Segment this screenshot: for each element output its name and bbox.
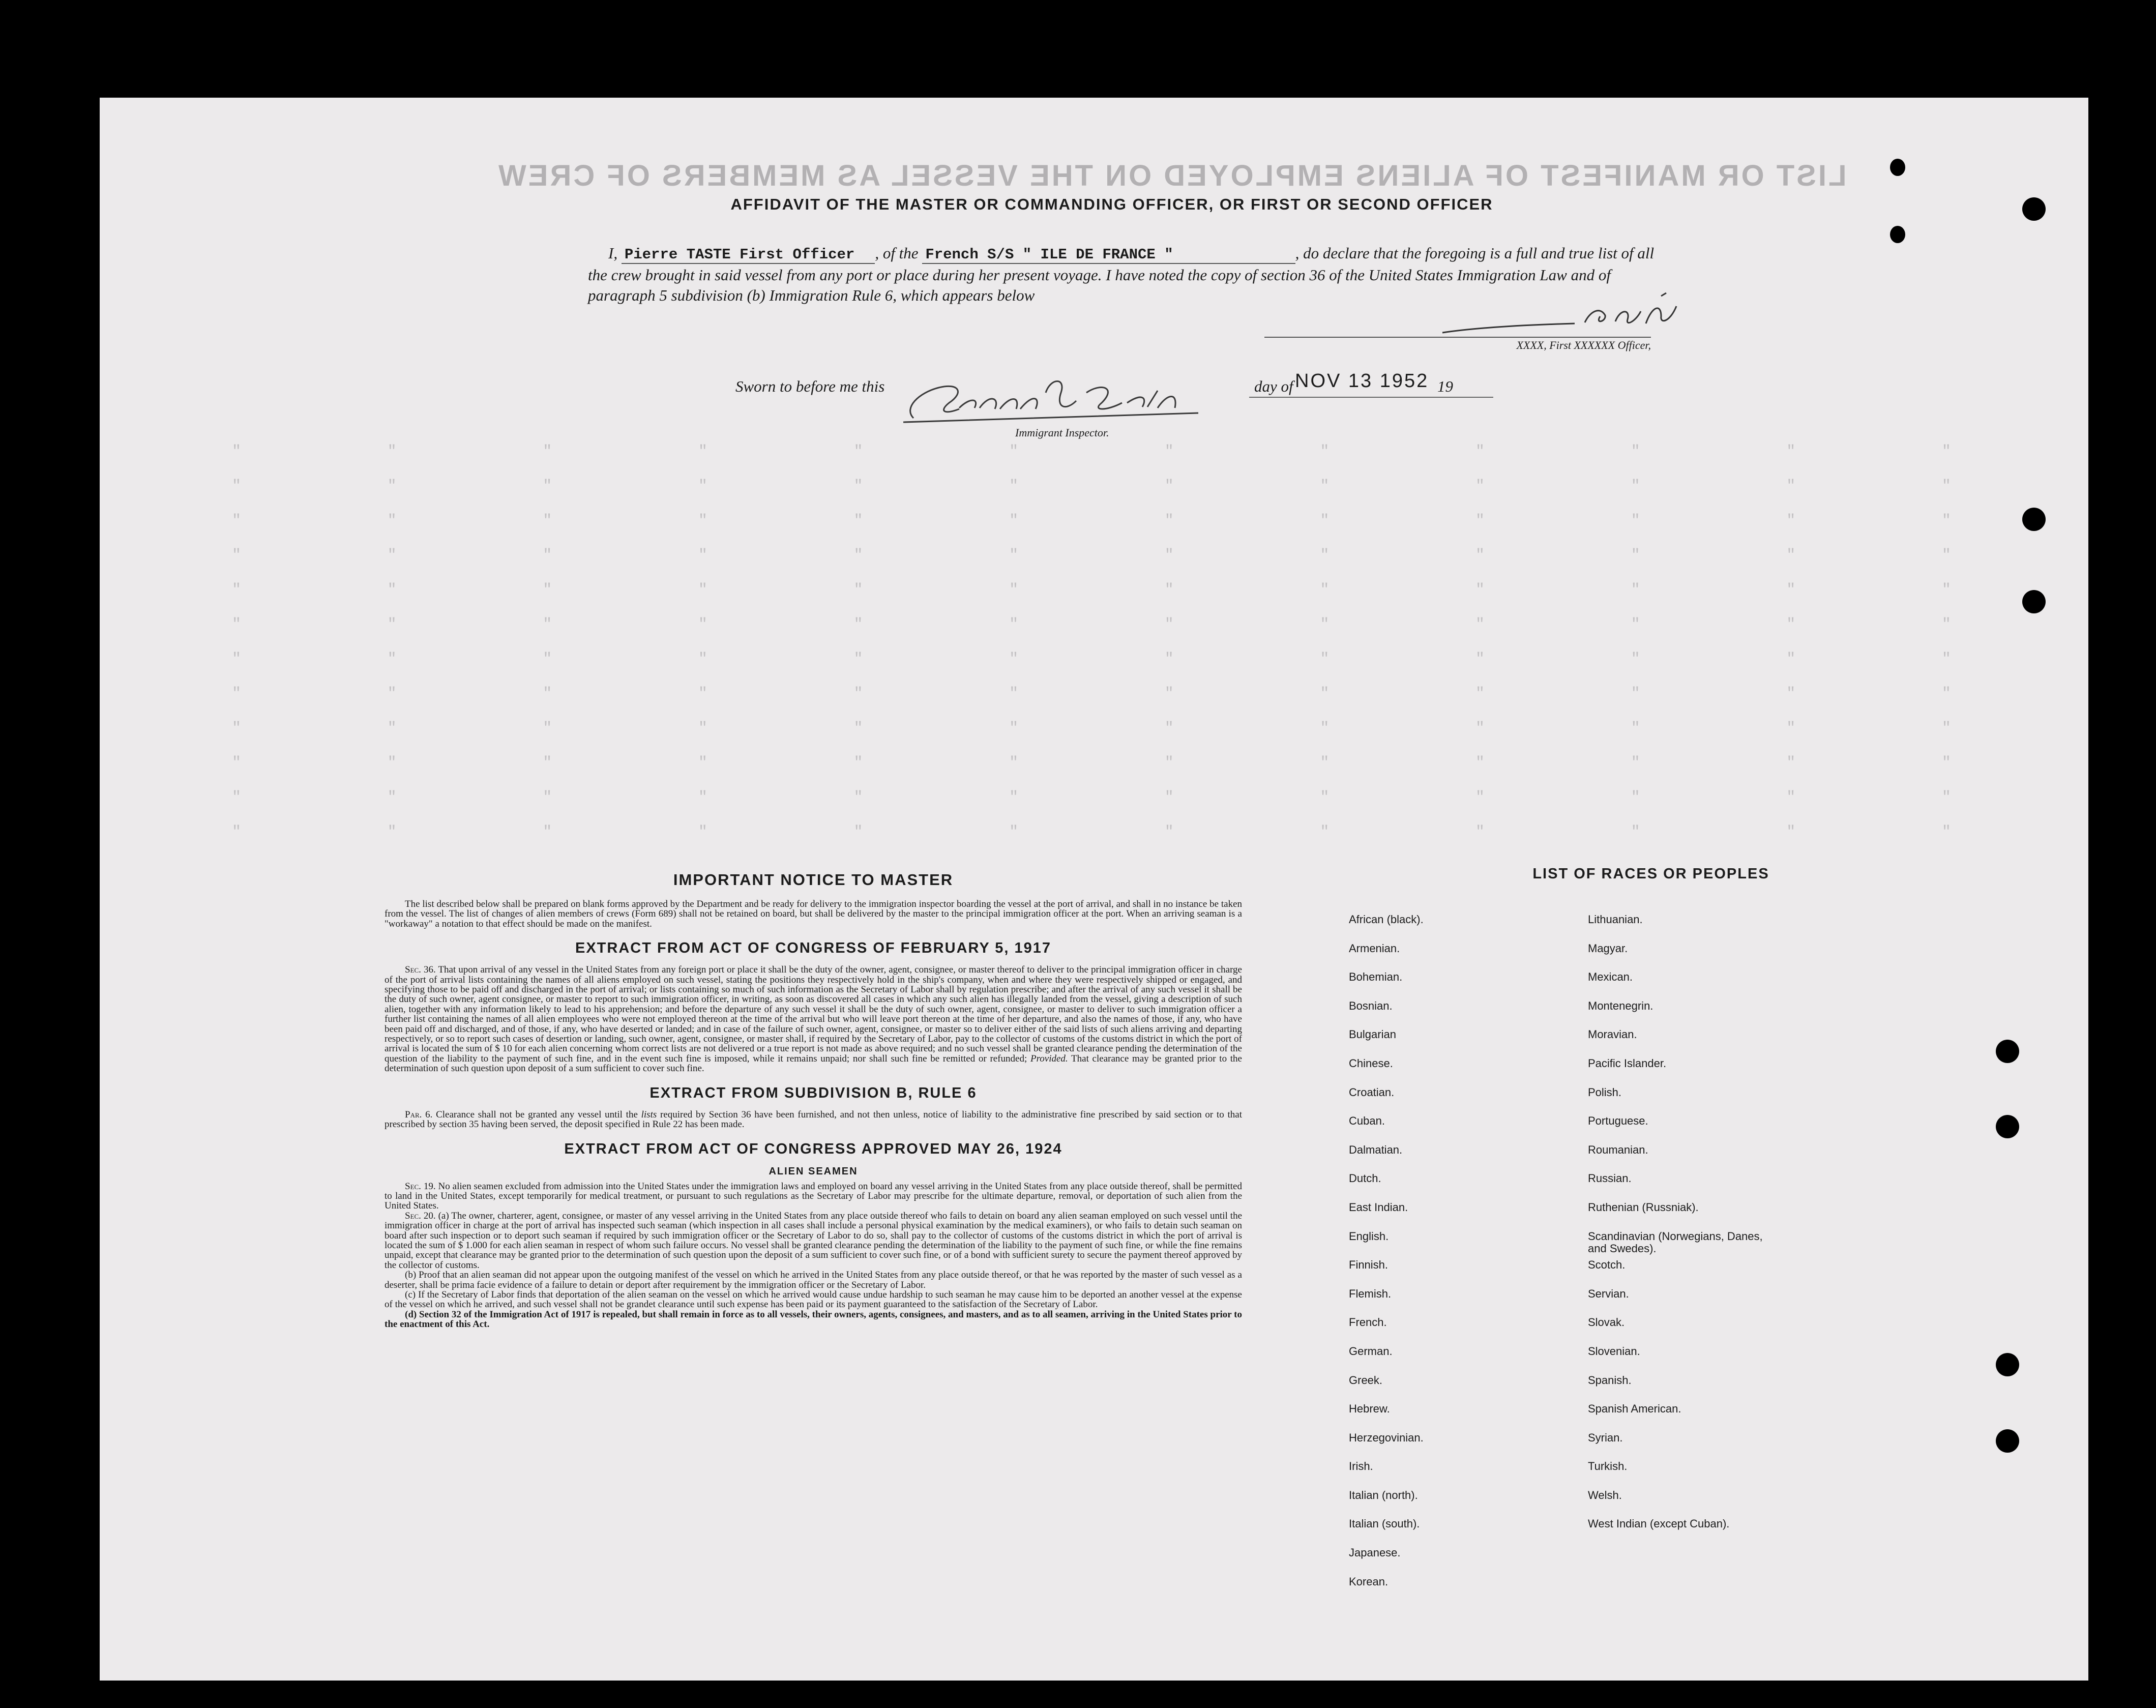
punch-hole	[2022, 197, 2046, 221]
race-item: Bohemian.	[1349, 970, 1403, 984]
sec-36-text: That upon arrival of any vessel in the United States from any foreign port or place it shall be the duty of the owner, agent, consignee, or master thereof to deliver to the principal immigration officer in charge of the port of arrival lists containing the names of all aliens employed on such vessel, stating the positions they respectively hold in the ship's company, when and where they were respectively shipped or engaged, and specifying those to be paid off and discharged in the port of arrival; or lists containing so much of such information as the Secretary of Labor shall by regulation prescribe; and after the arrival of any such vessel it shall be the duty of such owner, agent consignee, or master to report to such immigration officer, in writing, as soon as discovered all cases in which any such alien has illegally landed from the vessel, giving a description of such alien, together with any information likely to lead to his apprehension; and before the departure of any such vessel it shall be the duty of such owner, agent, consignee, or master to deliver to such immigration officer a further list containing the names of all alien employees who were not employed thereon at the time of the arrival but who will leave port thereon at the time of her departure, and also the names of those, if any, who have been paid off and discharged, and of those, if any, who have deserted or landed; and in case of the failure of such owner, agent, consignee, or master so to deliver either of the said lists of such aliens arriving and departing respectively, or so to report such cases of desertion or landing, such owner, agent, consignee, or master shall, if required by the Secretary of Labor, pay to the collector of customs of the customs district in which the port of arrival is located the sum of $ 10 for each alien concerning whom correct lists are not delivered or a true report is not made as above required; and no such vessel shall be granted clearance pending the determination of the question of the liability to the payment of such fine, and in the event such fine is imposed, while it remains unpaid; nor shall such fine be remitted or refunded;	[385, 964, 1242, 1064]
punch-hole	[1890, 226, 1905, 243]
race-item: East Indian.	[1349, 1200, 1408, 1214]
bleed-through-row: " " " " " " " " " " " "	[232, 789, 1951, 806]
affidavit-declaration-text: that the foregoing is a full and true list of all the crew brought in said vessel from any port or place during her present voyage. I have noted the copy of section 36 of the United States Immigration Law and of paragraph 5 subdivision (b) Immigration Rule 6, which appears below	[588, 244, 1655, 304]
inspector-label: Immigrant Inspector.	[1015, 426, 1109, 439]
day-of-label: day of	[1254, 377, 1293, 395]
proviso-label: Provided.	[1030, 1053, 1068, 1064]
bleed-through-row: " " " " " " " " " " " "	[232, 651, 1951, 668]
race-item: Chinese.	[1349, 1056, 1393, 1070]
race-item: Montenegrin.	[1588, 999, 1653, 1012]
sec-36-label: Sec. 36.	[405, 964, 436, 976]
notice-heading: IMPORTANT NOTICE TO MASTER	[673, 871, 954, 889]
race-item: Mexican.	[1588, 970, 1633, 984]
race-item: Servian.	[1588, 1287, 1629, 1300]
race-item: Japanese.	[1349, 1546, 1401, 1559]
alien-seamen-subheading: ALIEN SEAMEN	[769, 1165, 858, 1177]
race-item: Flemish.	[1349, 1287, 1392, 1300]
race-item: Bulgarian	[1349, 1028, 1396, 1041]
race-item: Finnish.	[1349, 1258, 1389, 1272]
date-stamp: NOV 13 1952	[1295, 370, 1429, 392]
bleed-through-row: " " " " " " " " " " " "	[232, 512, 1951, 529]
punch-hole	[1996, 1353, 2019, 1376]
affidavit-of-the: , of the	[875, 244, 919, 262]
sec-19-body: No alien seamen excluded from admission into the United States under the immigration laws and employed on board any vessel arriving in the United States from any place outside thereof, shall be permitted to land in the United States, except temporarily for medical treatment, or pursuant to such regulations as the Secretary of Labor may prescribe for the ultimate departure, removal, or deportation of such alien from the United States.	[385, 1181, 1242, 1212]
rule-6-text	[385, 1110, 1242, 1130]
race-item: Croatian.	[1349, 1085, 1395, 1099]
bleed-through-heading: LIST OR MANIFEST OF ALIENS EMPLOYED ON THE VESSEL AS MEMBERS OF CREW	[496, 159, 1847, 192]
rule-6-text-b: required by Section 36 have been furnished, and not then unless, notice of liability to the administrative fine prescribed by said section or to that prescribed by section 35 having been served, the deposit specified in Rule 22 has been made.	[385, 1109, 1242, 1130]
officer-title-line: XXXX, First XXXXXX Officer,	[1264, 337, 1651, 352]
notice-to-master	[385, 871, 1242, 1330]
affidavit-declare: , do declare	[1295, 244, 1370, 262]
race-item: Polish.	[1588, 1085, 1622, 1099]
race-item: Herzegovinian.	[1349, 1431, 1424, 1444]
bleed-through-row: " " " " " " " " " " " "	[232, 823, 1951, 841]
races-heading: LIST OF RACES OR PEOPLES	[1532, 866, 1769, 882]
punch-hole	[1996, 1429, 2019, 1453]
race-item: Bosnian.	[1349, 999, 1393, 1012]
race-item: German.	[1349, 1344, 1393, 1358]
bleed-through-row: " " " " " " " " " " " "	[232, 478, 1951, 495]
race-item: Pacific Islander.	[1588, 1056, 1667, 1070]
sec-20-label: Sec. 20.	[405, 1210, 436, 1221]
bleed-through-row: " " " " " " " " " " " "	[232, 754, 1951, 772]
act-1917-text	[385, 965, 1242, 1073]
rule-6-heading: EXTRACT FROM SUBDIVISION B, RULE 6	[649, 1084, 977, 1101]
races-list-left	[1349, 914, 1562, 1604]
sec-20b-text: (b) Proof that an alien seaman did not appear upon the outgoing manifest of the vessel on which he arrived in the United States from any place outside thereof, or that he was reported by the master of such vessel as a deserter, shall be prima facie evidence of a failure to detain or deport after requirement by the immigration officer or the Secretary of Labor.	[385, 1270, 1242, 1290]
race-item: West Indian (except Cuban).	[1588, 1517, 1730, 1530]
vessel-name-field: French S/S " ILE DE FRANCE "	[922, 246, 1295, 264]
race-item: Hebrew.	[1349, 1402, 1390, 1416]
sec-19-text	[385, 1182, 1242, 1211]
lists-word: lists	[641, 1109, 657, 1120]
notice-intro: The list described below shall be prepared on blank forms approved by the Department and be ready for delivery to the immigration inspector boarding the vessel at the port of arrival, and shall in no instance be taken from the vessel. The list of changes of alien members of crews (Form 689) shall not be retained on board, but shall be delivered by the master to the principal immigration officer at the port. When an arriving seaman is a "workaway" a notation to that effect should be made on the manifest.	[385, 899, 1242, 929]
race-item: Dutch.	[1349, 1172, 1381, 1185]
affidavit-title: AFFIDAVIT OF THE MASTER OR COMMANDING OFFICER, OR FIRST OR SECOND OFFICER	[730, 195, 1493, 213]
race-item: Slovak.	[1588, 1316, 1625, 1329]
race-item: Spanish American.	[1588, 1402, 1681, 1416]
affidavit-i: I,	[608, 244, 618, 262]
bleed-through-row: " " " " " " " " " " " "	[232, 547, 1951, 564]
bleed-through-row: " " " " " " " " " " " "	[232, 581, 1951, 599]
race-item: Roumanian.	[1588, 1143, 1648, 1156]
sworn-label: Sworn to before me this	[735, 377, 885, 395]
punch-hole	[1996, 1040, 2019, 1063]
race-item: Armenian.	[1349, 941, 1400, 955]
inspector-signature	[883, 362, 1269, 428]
race-item: Italian (south).	[1349, 1517, 1420, 1530]
race-item: French.	[1349, 1316, 1387, 1329]
race-item: African (black).	[1349, 913, 1424, 926]
punch-hole	[2022, 590, 2046, 613]
race-item: Portuguese.	[1588, 1114, 1648, 1128]
race-item: Greek.	[1349, 1373, 1383, 1387]
race-item: Welsh.	[1588, 1488, 1622, 1501]
par-6-label: Par. 6.	[405, 1109, 433, 1120]
race-item: Irish.	[1349, 1460, 1373, 1473]
race-item: Korean.	[1349, 1575, 1389, 1588]
bleed-through-row: " " " " " " " " " " " "	[232, 720, 1951, 737]
act-1917-heading: EXTRACT FROM ACT OF CONGRESS OF FEBRUARY 5, 1917	[575, 940, 1052, 957]
sec-20d-text: (d) Section 32 of the Immigration Act of 1917 is repealed, but shall remain in force as to all vessels, their owners, agents, consignees, and masters, and as to all seamen, arriving in the United States prior to the enactment of this Act.	[385, 1309, 1242, 1330]
punch-hole	[1996, 1115, 2019, 1138]
officer-name-field: Pierre TASTE First Officer	[622, 246, 875, 264]
race-item: Magyar.	[1588, 941, 1628, 955]
date-rule	[1249, 397, 1493, 398]
punch-hole	[1890, 159, 1905, 176]
race-item: Scandinavian (Norwegians, Danes, and Swedes).	[1588, 1229, 1763, 1255]
bleed-through-row: " " " " " " " " " " " "	[232, 685, 1951, 702]
race-item: Spanish.	[1588, 1373, 1632, 1387]
race-item: Ruthenian (Russniak).	[1588, 1200, 1699, 1214]
race-item: English.	[1349, 1229, 1389, 1243]
rule-6-text-a: Clearance shall not be granted any vessel until the	[436, 1109, 638, 1120]
sec-20a-body: (a) The owner, charterer, agent, consignee, or master of any vessel arriving in the United States from any place outside thereof who fails to detain on board any alien seaman employed on such vessel until the immigration officer in charge at the port of arrival has inspected such seaman (which inspection in all cases shall include a personal physical examination by the medical examiners), or who fails to detain such seaman on board after such inspection or to deport such seaman if required by such immigration officer or the Secretary of Labor to do so, shall pay to the collector of customs of the customs district in which the port of arrival is located the sum of $ 1.000 for each alien seaman in respect of whom such failure occurs. No vessel shall be granted clearance pending the determination of the liability to the payment of such fine, or while the fine remains unpaid, except that clearance may be granted prior to the determination of such question upon the deposit of a sum sufficient to cover such fine, or of a bond with sufficient surety to secure the payment thereof approved by the collector of customs.	[385, 1210, 1243, 1271]
bleed-through-row: " " " " " " " " " " " "	[232, 616, 1951, 633]
race-item: Slovenian.	[1588, 1344, 1640, 1358]
bleed-through-row: " " " " " " " " " " " "	[232, 443, 1951, 460]
race-item: Scotch.	[1588, 1258, 1626, 1272]
year-label: 19	[1437, 377, 1453, 395]
sec-20c-text: (c) If the Secretary of Labor finds that deportation of the alien seaman on the vessel on which he arrived would cause undue hardship to such seaman he may cause him to be deported an another vessel at the expense of the vessel on which he arrived, and such vessel shall not be grandet clearance until such expense has been paid or its payment guaranteed to the satisfaction of the Secretary of Labor.	[385, 1289, 1242, 1310]
race-item: Syrian.	[1588, 1431, 1623, 1444]
race-item: Lithuanian.	[1588, 913, 1643, 926]
proviso-text: That clearance may be granted prior to the determination of such question upon deposit of a sum sufficient to cover such fine.	[385, 1053, 1242, 1074]
manifest-page	[100, 98, 2088, 1681]
race-item: Turkish.	[1588, 1460, 1628, 1473]
race-item: Italian (north).	[1349, 1488, 1418, 1501]
punch-hole	[2022, 508, 2046, 531]
race-item: Dalmatian.	[1349, 1143, 1403, 1156]
race-item: Cuban.	[1349, 1114, 1385, 1128]
race-item: Moravian.	[1588, 1028, 1637, 1041]
races-list-right	[1588, 914, 1873, 1547]
sec-19-label: Sec. 19.	[405, 1181, 436, 1192]
race-item: Russian.	[1588, 1172, 1632, 1185]
sec-20a-text	[385, 1211, 1242, 1270]
act-1924-heading: EXTRACT FROM ACT OF CONGRESS APPROVED MAY 26, 1924	[564, 1140, 1062, 1157]
